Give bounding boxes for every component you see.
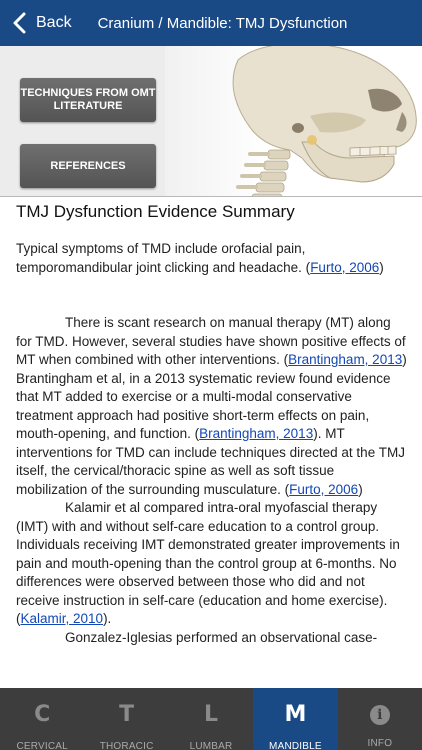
tab-label: CERVICAL (16, 741, 68, 750)
paragraph-text: ). (103, 611, 112, 626)
tab-lumbar[interactable] (169, 688, 253, 750)
skull-and-spine-image (190, 46, 422, 196)
citation-link[interactable]: Furto, 2006 (289, 481, 359, 497)
references-button[interactable] (20, 144, 156, 188)
intro-paragraph (16, 240, 408, 277)
paragraph-text: ). MT interventions for TMD can include techniques directed at the TMJ itself, the cervical/thoracic spine as well as soft tissue mobilization of the surrounding musculature. ( (16, 426, 405, 497)
mandible-icon: M (284, 702, 307, 727)
tab-mandible[interactable] (253, 688, 337, 750)
page-title: Cranium / Mandible: TMJ Dysfunction (97, 14, 348, 32)
body-paragraph (16, 499, 408, 629)
cervical-icon: C (34, 702, 51, 727)
lumbar-icon: L (204, 702, 219, 727)
paragraph-text: Kalamir et al compared intra-oral myofascial therapy (IMT) with and without self-care education to a control group. Individuals receiving IMT demonstrated greater improvements in pain and mouth-opening than the control group at 6-months. No differences were observed between those who did and not receive instruction in self-care (education and home exercise). ( (16, 500, 400, 626)
article-content[interactable] (16, 197, 408, 688)
citation-link[interactable]: Kalamir, 2010 (20, 611, 104, 626)
body-paragraph (16, 314, 408, 499)
chevron-left-icon (10, 11, 30, 35)
hero-panel (0, 46, 422, 196)
back-button[interactable] (0, 0, 72, 46)
tab-bar (0, 688, 422, 750)
citation-link[interactable]: Furto, 2006 (310, 259, 380, 275)
techniques-button[interactable] (20, 78, 156, 122)
back-label: Back (36, 14, 72, 31)
techniques-button-label: TECHNIQUES FROM OMT LITERATURE (20, 87, 156, 112)
tab-cervical[interactable] (0, 688, 84, 750)
intro-close: ) (379, 259, 384, 275)
tab-label: INFO (367, 738, 393, 749)
tab-info[interactable] (338, 688, 422, 750)
body-paragraph (16, 629, 408, 648)
tab-label: LUMBAR (189, 741, 233, 750)
info-icon: i (370, 705, 390, 725)
paragraph-text: There is scant research on manual therapy (MT) along for TMD. However, several studies have shown positive effects of MT when combined with other interventions. ( (16, 315, 406, 367)
tab-label: THORACIC (99, 741, 154, 750)
paragraph-text: ) (358, 481, 363, 497)
references-button-label: REFERENCES (50, 159, 126, 172)
intro-text: Typical symptoms of TMD include orofacial pain, temporomandibular joint clicking and headache. ( (16, 241, 311, 275)
navigation-bar (0, 0, 422, 46)
citation-link[interactable]: Brantingham, 2013 (288, 352, 403, 367)
citation-link[interactable]: Brantingham, 2013 (199, 426, 314, 441)
thoracic-icon: T (119, 702, 135, 727)
article-heading: TMJ Dysfunction Evidence Summary (16, 202, 295, 221)
paragraph-text: ) Brantingham et al, in a 2013 systematic review found evidence that MT added to exercise or a multi-modal conservative treatment approach had positive short-term effects on pain, mouth-opening, and function. ( (16, 352, 407, 441)
tab-thoracic[interactable] (84, 688, 168, 750)
paragraph-text: Gonzalez-Iglesias performed an observational case- (65, 629, 378, 645)
tab-label: MANDIBLE (269, 741, 322, 750)
